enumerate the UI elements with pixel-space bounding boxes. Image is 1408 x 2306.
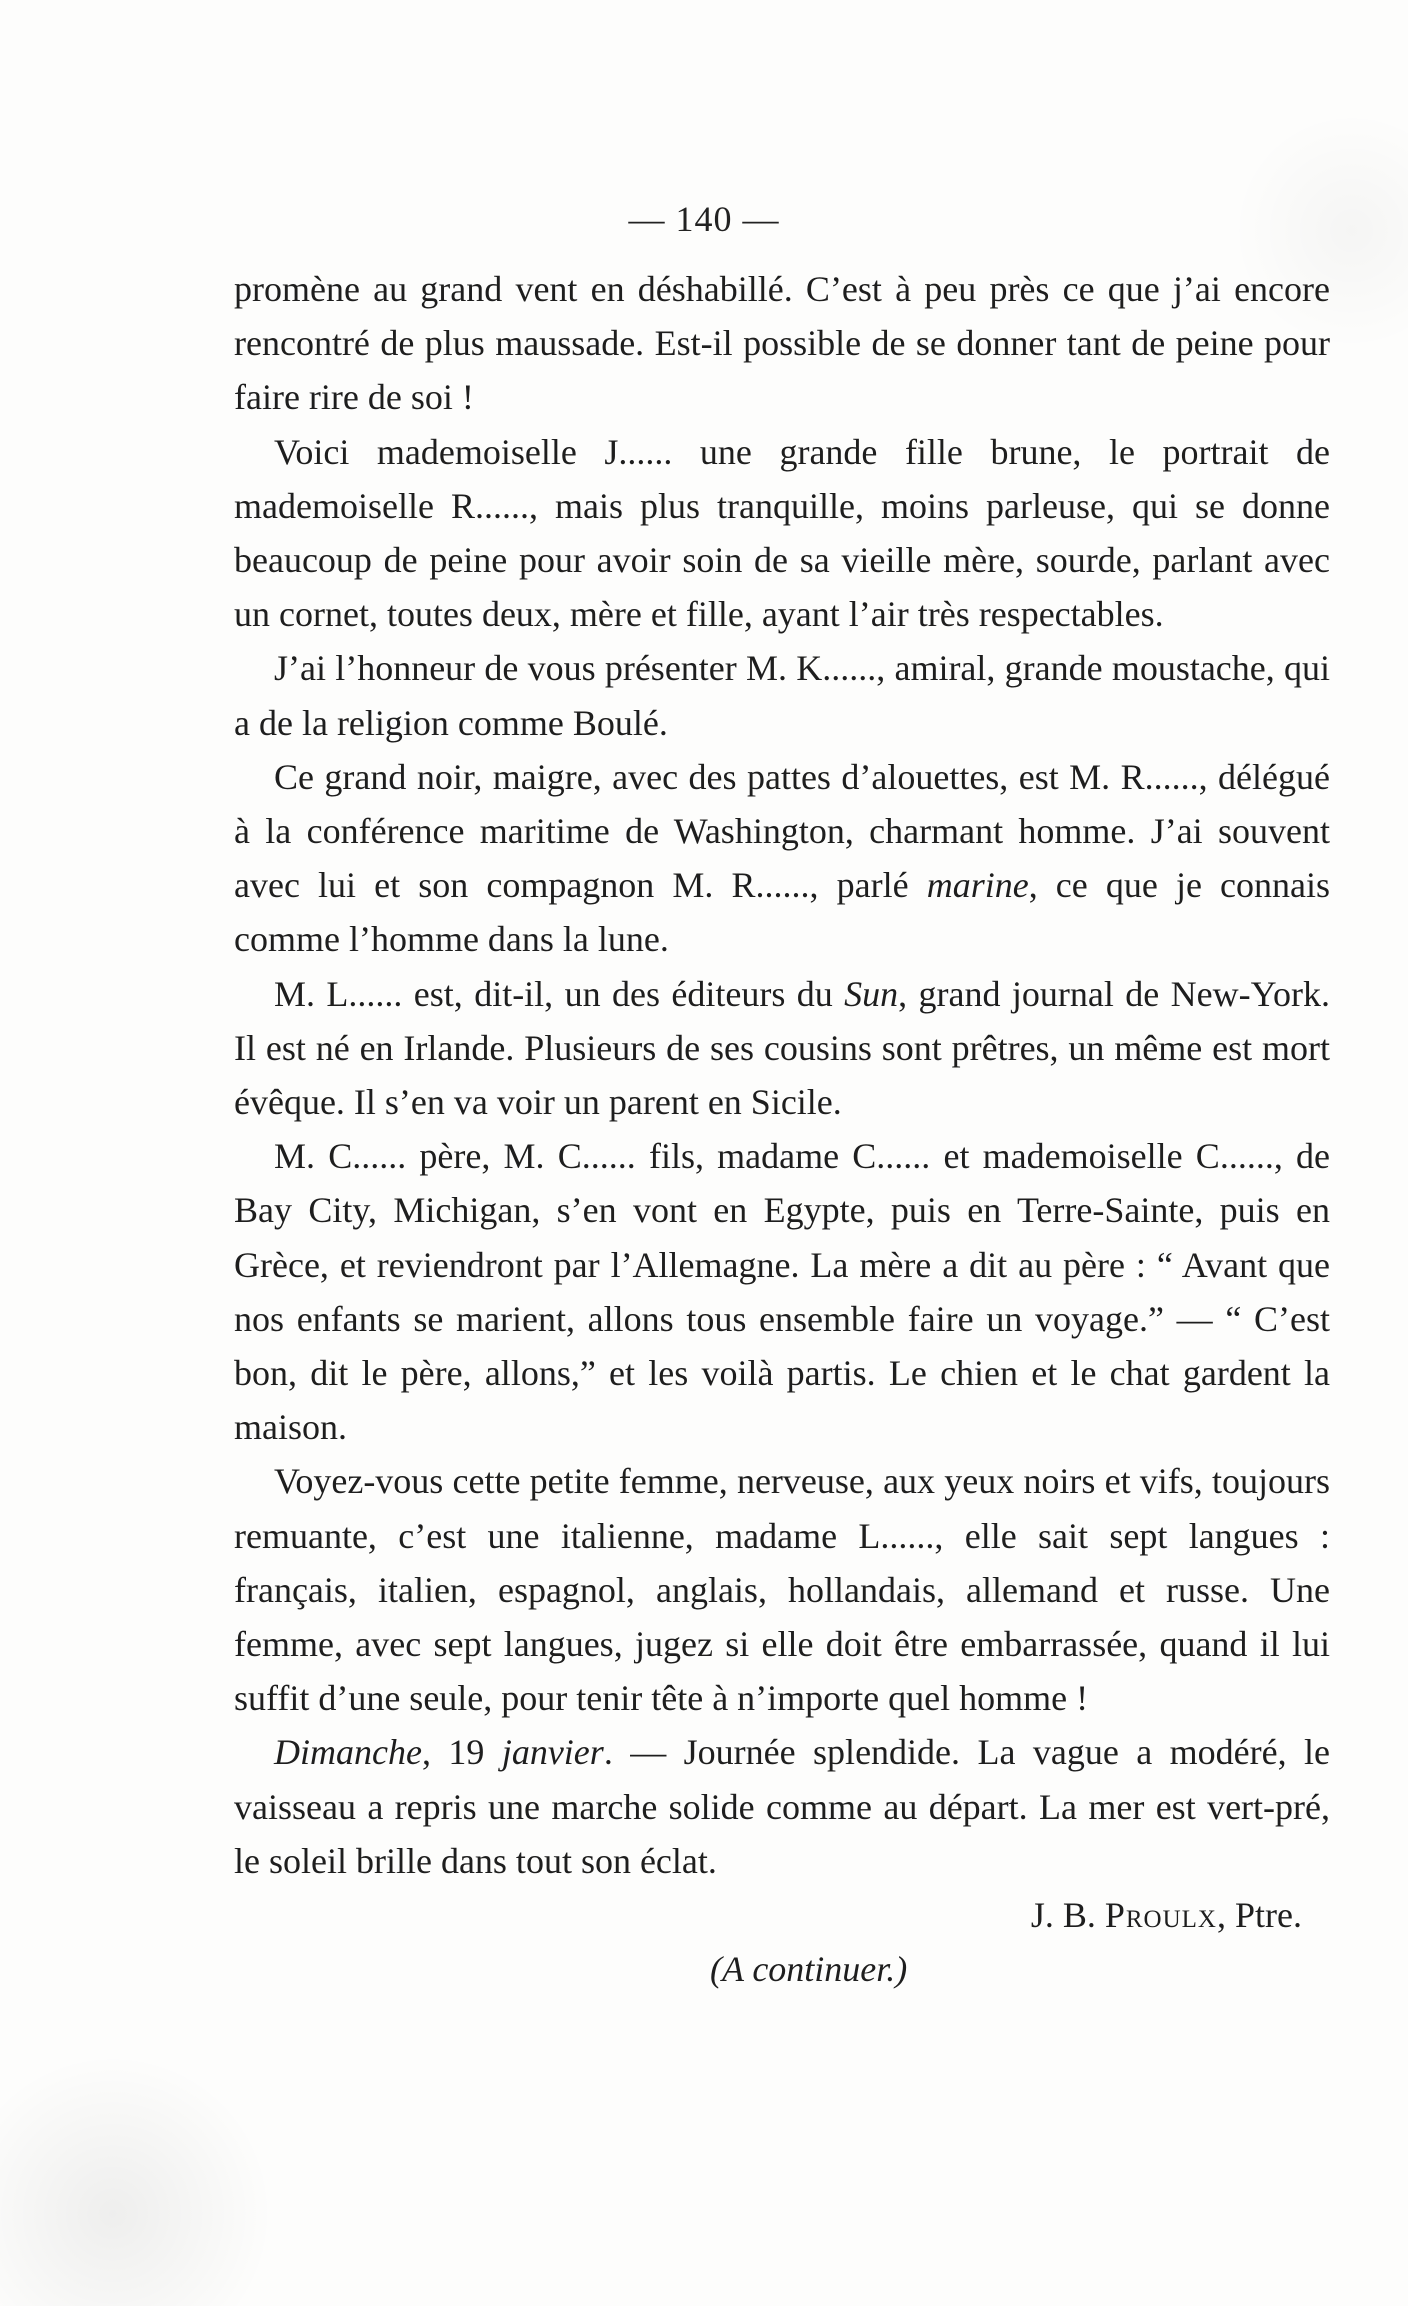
paragraph-delegate — [234, 750, 1330, 967]
paragraph-delegate-text: Ce grand noir, maigre, avec des pattes d’alouettes, est M. R......, délégué à la conférence maritime de Washington, charmant homme. J’ai souvent avec lui et son compagnon M. R......, parlé — [234, 756, 1330, 906]
italic-dimanche: Dimanche — [274, 1732, 422, 1773]
body-text — [234, 262, 1330, 1997]
paragraph-italian-woman: Voyez-vous cette petite femme, nerveuse, aux yeux noirs et vifs, toujours remuante, c’est une italienne, madame L......, elle sait sept langues : français, italien, espagnol, anglais, hollandais, allemand et russe. Une femme, avec sept langues, jugez si elle doit être embarrassée, quand il lui suffit d’une seule, pour tenir tête à n’importe quel homme ! — [234, 1461, 1330, 1719]
paragraph-admiral: J’ai l’honneur de vous présenter M. K......, amiral, grande moustache, qui a de la religion comme Boulé. — [234, 648, 1330, 743]
paragraph-editor-end: , grand journal de New-York. Il est né en Irlande. Plusieurs de ses cousins sont prêtres, un même est mort évêque. Il s’en va voir un parent en Sicile. — [234, 973, 1331, 1123]
paragraph-editor-text: M. L...... est, dit-il, un des éditeurs du — [274, 973, 845, 1014]
paragraph-editor — [234, 967, 1330, 1130]
italic-marine: marine — [926, 865, 1029, 906]
paragraph-mademoiselle-j: Voici mademoiselle J...... une grande fille brune, le portrait de mademoiselle R......, mais plus tranquille, moins parleuse, qui se donne beaucoup de peine pour avoir soin de sa vieille mère, sourde, parlant avec un cornet, toutes deux, mère et fille, ayant l’air très respectables. — [234, 431, 1330, 635]
signature-title: , Ptre. — [1217, 1895, 1302, 1936]
italic-sun: Sun — [844, 973, 899, 1014]
paragraph-family: M. C...... père, M. C...... fils, madame C...... et mademoiselle C......, de Bay City, Michigan, s’en vont en Egypte, puis en Terre-Sainte, puis en Grèce, et reviendront par l’Allemagne. La mère a dit au père : “ Avant que nos enfants se marient, allons tous ensemble faire un voyage.” — “ C’est bon, dit le père, allons,” et les voilà partis. Le chien et le chat gardent la maison. — [234, 1136, 1330, 1448]
signature-initials: J. B. — [1030, 1895, 1105, 1936]
paragraph-continued: promène au grand vent en déshabillé. C’est à peu près ce que j’ai encore rencontré de plus maussade. Est-il possible de se donner tant de peine pour faire rire de soi ! — [234, 269, 1330, 418]
paragraph-delegate-end: , ce que je connais comme l’homme dans la lune. — [234, 865, 1331, 960]
paragraph-sunday-text: . — Journée splendide. La vague a modéré, le vaisseau a repris une marche solide comme au départ. La mer est vert-pré, le soleil brille dans tout son éclat. — [234, 1732, 1330, 1881]
signature — [234, 1888, 1330, 1942]
date-number: , 19 — [421, 1732, 502, 1773]
signature-name: Proulx — [1104, 1895, 1217, 1936]
page-number: — 140 — — [628, 199, 780, 239]
to-be-continued: (A continuer.) — [710, 1949, 908, 1990]
italic-janvier: janvier — [501, 1732, 604, 1773]
paragraph-sunday — [234, 1725, 1330, 1888]
